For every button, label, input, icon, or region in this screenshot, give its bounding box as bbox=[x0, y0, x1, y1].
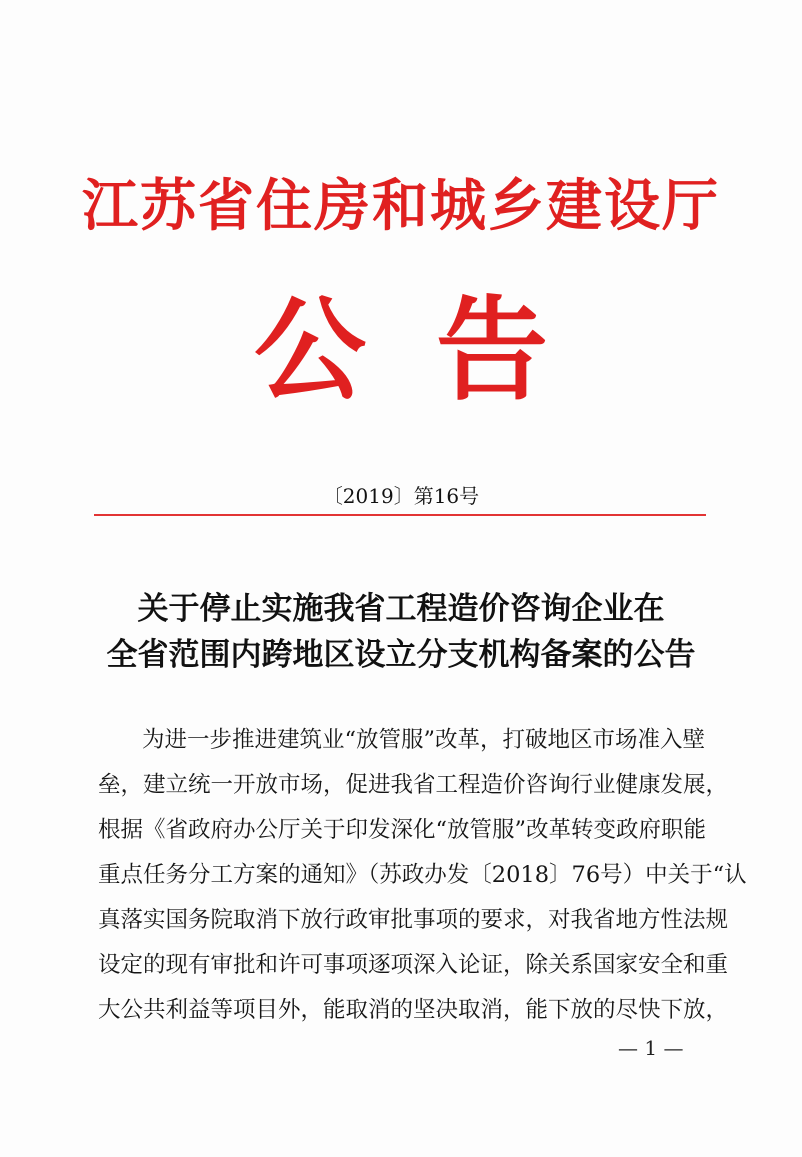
body-paragraph bbox=[98, 718, 747, 1033]
title-line-1: 关于停止实施我省工程造价咨询企业在 bbox=[137, 591, 665, 627]
issuing-organization: 江苏省住房和城乡建设厅 bbox=[82, 173, 720, 239]
body-line: 垒，建立统一开放市场，促进我省工程造价咨询行业健康发展， bbox=[98, 772, 729, 798]
page-number: — 1 — bbox=[618, 1036, 684, 1060]
title-line-2: 全省范围内跨地区设立分支机构备案的公告 bbox=[106, 637, 696, 673]
body-line: 大公共利益等项目外，能取消的坚决取消，能下放的尽快下放， bbox=[98, 997, 729, 1023]
body-line: 重点任务分工方案的通知》（苏政办发〔2018〕76号）中关于“认 bbox=[98, 862, 747, 888]
document-kind-heading: 公告 bbox=[254, 285, 618, 416]
body-line: 根据《省政府办公厅关于印发深化“放管服”改革转变政府职能 bbox=[98, 817, 707, 843]
body-line: 真落实国务院取消下放行政审批事项的要求，对我省地方性法规 bbox=[98, 907, 729, 933]
body-line: 为进一步推进建筑业“放管服”改革，打破地区市场准入壁 bbox=[142, 727, 706, 753]
document-number: 〔2019〕第16号 bbox=[322, 484, 480, 508]
body-line: 设定的现有审批和许可事项逐项深入论证，除关系国家安全和重 bbox=[98, 952, 729, 978]
document-title bbox=[0, 586, 802, 678]
red-divider-line bbox=[94, 514, 706, 516]
